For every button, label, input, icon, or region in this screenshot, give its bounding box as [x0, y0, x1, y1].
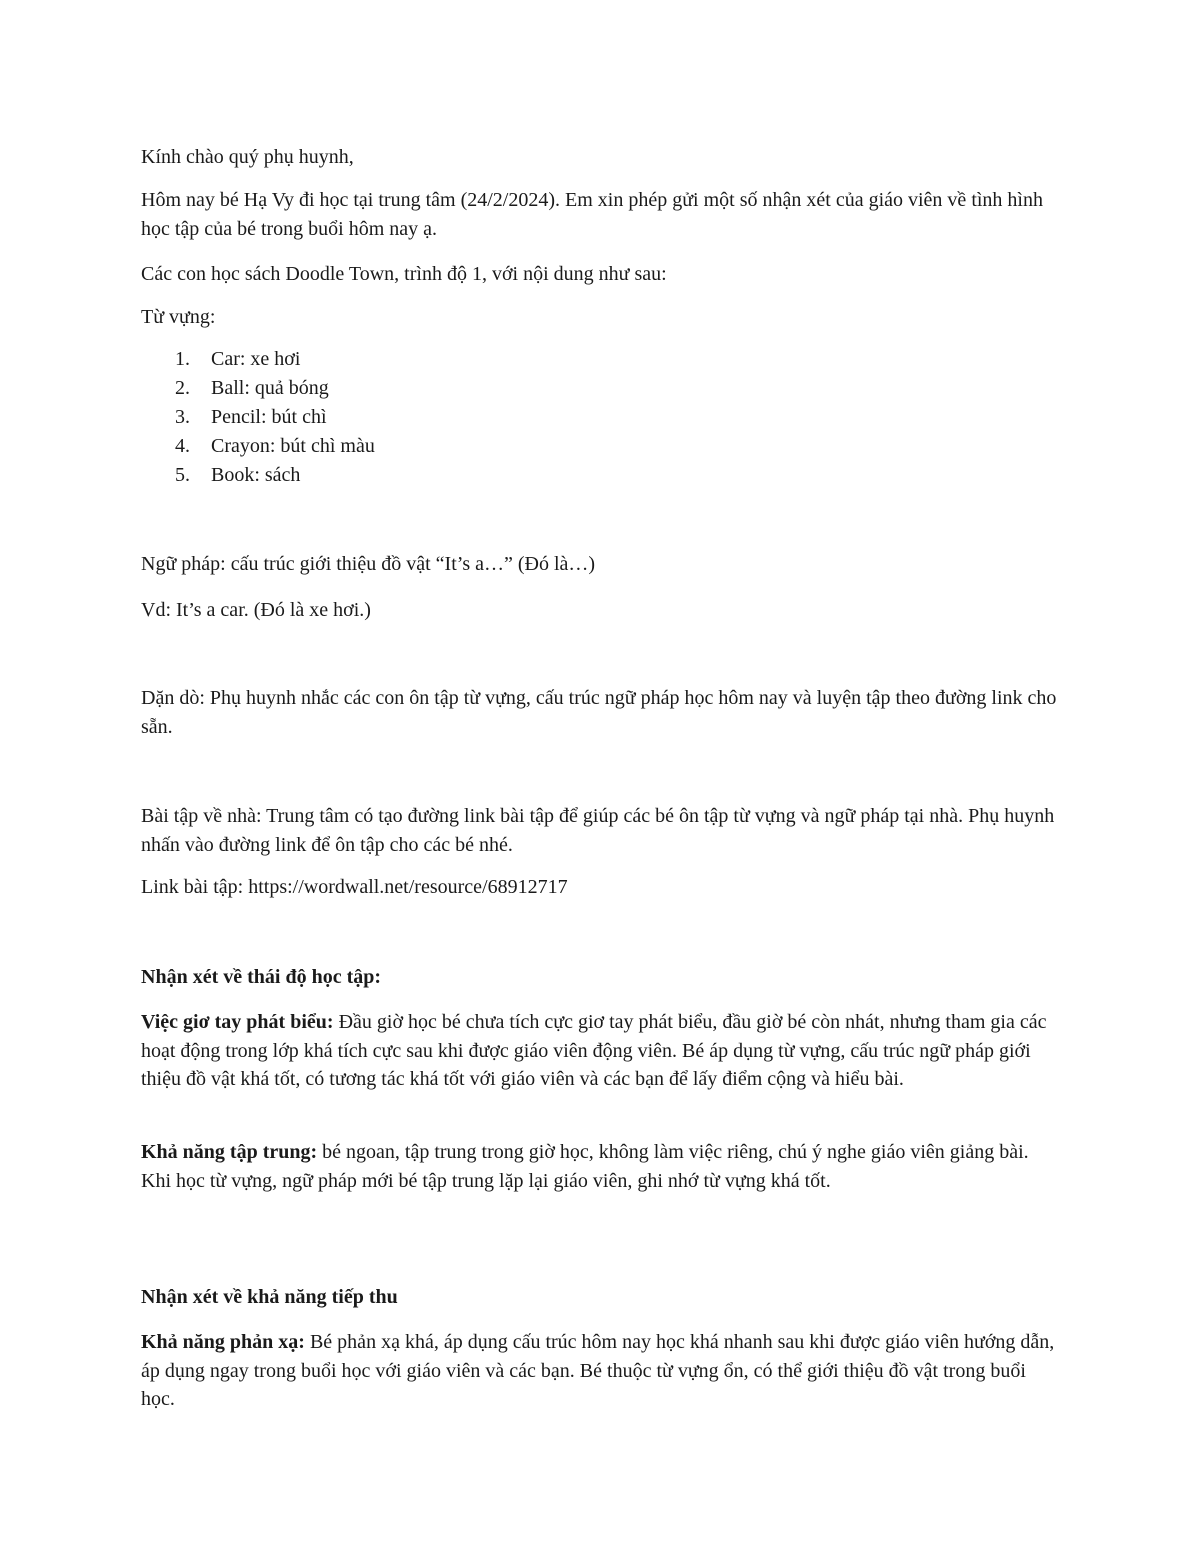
focus-paragraph [141, 1138, 1061, 1195]
link-line [141, 873, 1061, 902]
list-item-text: Car: xe hơi [211, 348, 301, 370]
grammar-line: Ngữ pháp: cấu trúc giới thiệu đồ vật “It’s a…” (Đó là…) [141, 553, 596, 575]
homework-paragraph: Bài tập về nhà: Trung tâm có tạo đường link bài tập để giúp các bé ôn tập từ vựng và ngữ pháp tại nhà. Phụ huynh nhấn vào đường link để ôn tập cho các bé nhé. [141, 805, 1055, 856]
absorb-heading: Nhận xét về khả năng tiếp thu [141, 1286, 398, 1308]
attitude-heading: Nhận xét về thái độ học tập: [141, 966, 382, 988]
intro-paragraph: Hôm nay bé Hạ Vy đi học tại trung tâm (24/2/2024). Em xin phép gửi một số nhận xét của giáo viên về tình hình học tập của bé trong buổi hôm nay ạ. [141, 189, 1043, 240]
focus-text: bé ngoan, tập trung trong giờ học, không làm việc riêng, chú ý nghe giáo viên giảng bài. Khi học từ vựng, ngữ pháp mới bé tập trung lặp lại giáo viên, ghi nhớ từ vựng khá tốt. [141, 1141, 1029, 1192]
raise-hand-label: Việc giơ tay phát biểu: [141, 1011, 334, 1033]
greeting: Kính chào quý phụ huynh, [141, 146, 354, 168]
list-item-number: 3. [175, 406, 190, 428]
reflex-text: Bé phản xạ khá, áp dụng cấu trúc hôm nay học khá nhanh sau khi được giáo viên hướng dẫn, áp dụng ngay trong buổi học với giáo viên và các bạn. Bé thuộc từ vựng ổn, có thể giới thiệu đồ vật trong buổi học. [141, 1331, 1055, 1410]
list-item-number: 4. [175, 435, 190, 457]
reflex-paragraph [141, 1328, 1061, 1414]
list-item-text: Ball: quả bóng [211, 377, 329, 399]
list-item [141, 345, 741, 374]
list-item [141, 374, 741, 403]
list-item [141, 432, 741, 461]
reflex-label: Khả năng phản xạ: [141, 1331, 305, 1353]
list-item-number: 2. [175, 377, 190, 399]
reminder-paragraph: Dặn dò: Phụ huynh nhắc các con ôn tập từ vựng, cấu trúc ngữ pháp học hôm nay và luyện tập theo đường link cho sẵn. [141, 687, 1057, 738]
list-item-text: Book: sách [211, 464, 301, 486]
list-item-number: 1. [175, 348, 190, 370]
vocab-heading: Từ vựng: [141, 306, 216, 328]
list-item-number: 5. [175, 464, 190, 486]
list-item [141, 403, 741, 432]
focus-label: Khả năng tập trung: [141, 1141, 318, 1163]
example-line: Vd: It’s a car. (Đó là xe hơi.) [141, 599, 371, 621]
homework-link[interactable]: https://wordwall.net/resource/68912717 [248, 876, 568, 898]
raise-hand-text: Đầu giờ học bé chưa tích cực giơ tay phát biểu, đầu giờ bé còn nhát, nhưng tham gia các hoạt động trong lớp khá tích cực sau khi được giáo viên động viên. Bé áp dụng từ vựng, cấu trúc ngữ pháp giới thiệu đồ vật khá tốt, có tương tác khá tốt với giáo viên và các bạn để lấy điểm cộng và hiểu bài. [141, 1011, 1047, 1090]
raise-hand-paragraph [141, 1008, 1061, 1094]
list-item-text: Pencil: bút chì [211, 406, 327, 428]
link-label: Link bài tập: [141, 876, 249, 898]
vocab-list [141, 345, 741, 490]
list-item-text: Crayon: bút chì màu [211, 435, 375, 457]
list-item [141, 461, 741, 490]
book-line: Các con học sách Doodle Town, trình độ 1, với nội dung như sau: [141, 263, 667, 285]
